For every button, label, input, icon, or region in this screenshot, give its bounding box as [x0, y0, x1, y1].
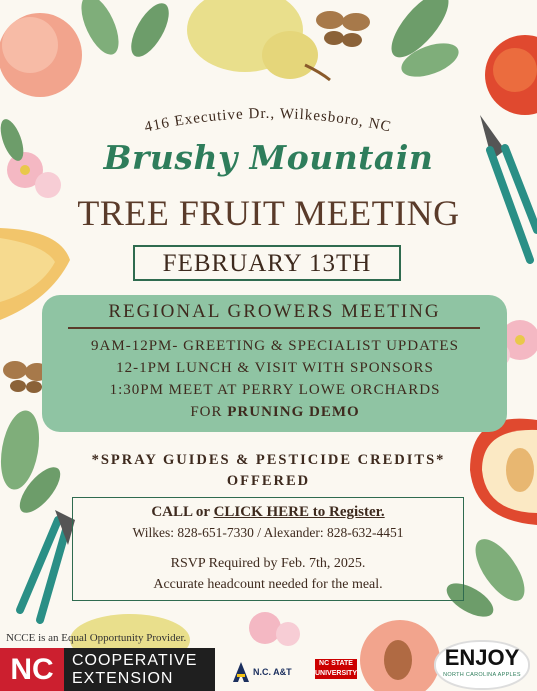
spray-guides-notice: *SPRAY GUIDES & PESTICIDE CREDITS* — [91, 452, 446, 468]
equal-opportunity-statement: NCCE is an Equal Opportunity Provider. — [6, 632, 187, 644]
nc-aandt-logo — [232, 658, 304, 686]
title-brushy-mountain: Brushy Mountain — [103, 138, 434, 177]
call-prefix: CALL or — [151, 504, 214, 520]
svg-text:416 Executive Dr., Wilkesboro, — [143, 106, 393, 136]
schedule-title: REGIONAL GROWERS MEETING — [108, 301, 441, 322]
blossom-illustration — [249, 612, 300, 646]
rsvp-deadline: RSVP Required by Feb. 7th, 2025. — [170, 556, 366, 571]
enjoy-word: ENJOY — [444, 645, 520, 670]
register-link[interactable]: CLICK HERE to Register. — [213, 504, 385, 520]
nc-logo-line-1: COOPERATIVE — [72, 651, 198, 669]
leaf-illustration — [124, 0, 177, 62]
nc-cooperative-extension-logo — [0, 648, 215, 691]
aandt-emblem-icon — [232, 661, 250, 683]
pear-illustration — [187, 0, 330, 80]
butterfly-illustration — [316, 11, 370, 47]
nc-logo-words — [64, 652, 197, 688]
call-line — [72, 504, 464, 521]
schedule-line-4 — [30, 404, 520, 421]
schedule-line-1: 9AM-12PM- GREETING & SPECIALIST UPDATES — [91, 338, 459, 354]
apple-half-illustration — [470, 419, 537, 525]
enjoy-subtitle: NORTH CAROLINA APPLES — [443, 672, 521, 678]
nc-logo-mark: NC — [0, 648, 64, 691]
enjoy-nc-apples-logo — [434, 640, 530, 690]
nc-state-logo: NC STATE UNIVERSITY — [315, 660, 358, 677]
phone-numbers: Wilkes: 828-651-7330 / Alexander: 828-632-4451 — [132, 525, 404, 540]
peach-illustration — [0, 13, 82, 97]
title-tree-fruit-meeting: TREE FRUIT MEETING — [77, 193, 460, 233]
schedule-line-4-prefix: FOR — [190, 404, 228, 420]
offered-notice: OFFERED — [226, 473, 311, 489]
divider — [68, 327, 480, 329]
schedule-line-3: 1:30PM MEET AT PERRY LOWE ORCHARDS — [109, 382, 441, 398]
pruning-shears-illustration — [20, 510, 75, 620]
nc-logo-line-2: EXTENSION — [72, 669, 174, 687]
date-box: FEBRUARY 13TH — [133, 245, 401, 281]
aandt-name: N.C. A&T — [253, 667, 292, 677]
address-text: 416 Executive Dr., Wilkesboro, NC — [143, 105, 393, 136]
headcount-note: Accurate headcount needed for the meal. — [153, 577, 383, 592]
schedule-line-2: 12-1PM LUNCH & VISIT WITH SPONSORS — [116, 360, 434, 376]
pruning-demo-label: PRUNING DEMO — [227, 404, 360, 420]
